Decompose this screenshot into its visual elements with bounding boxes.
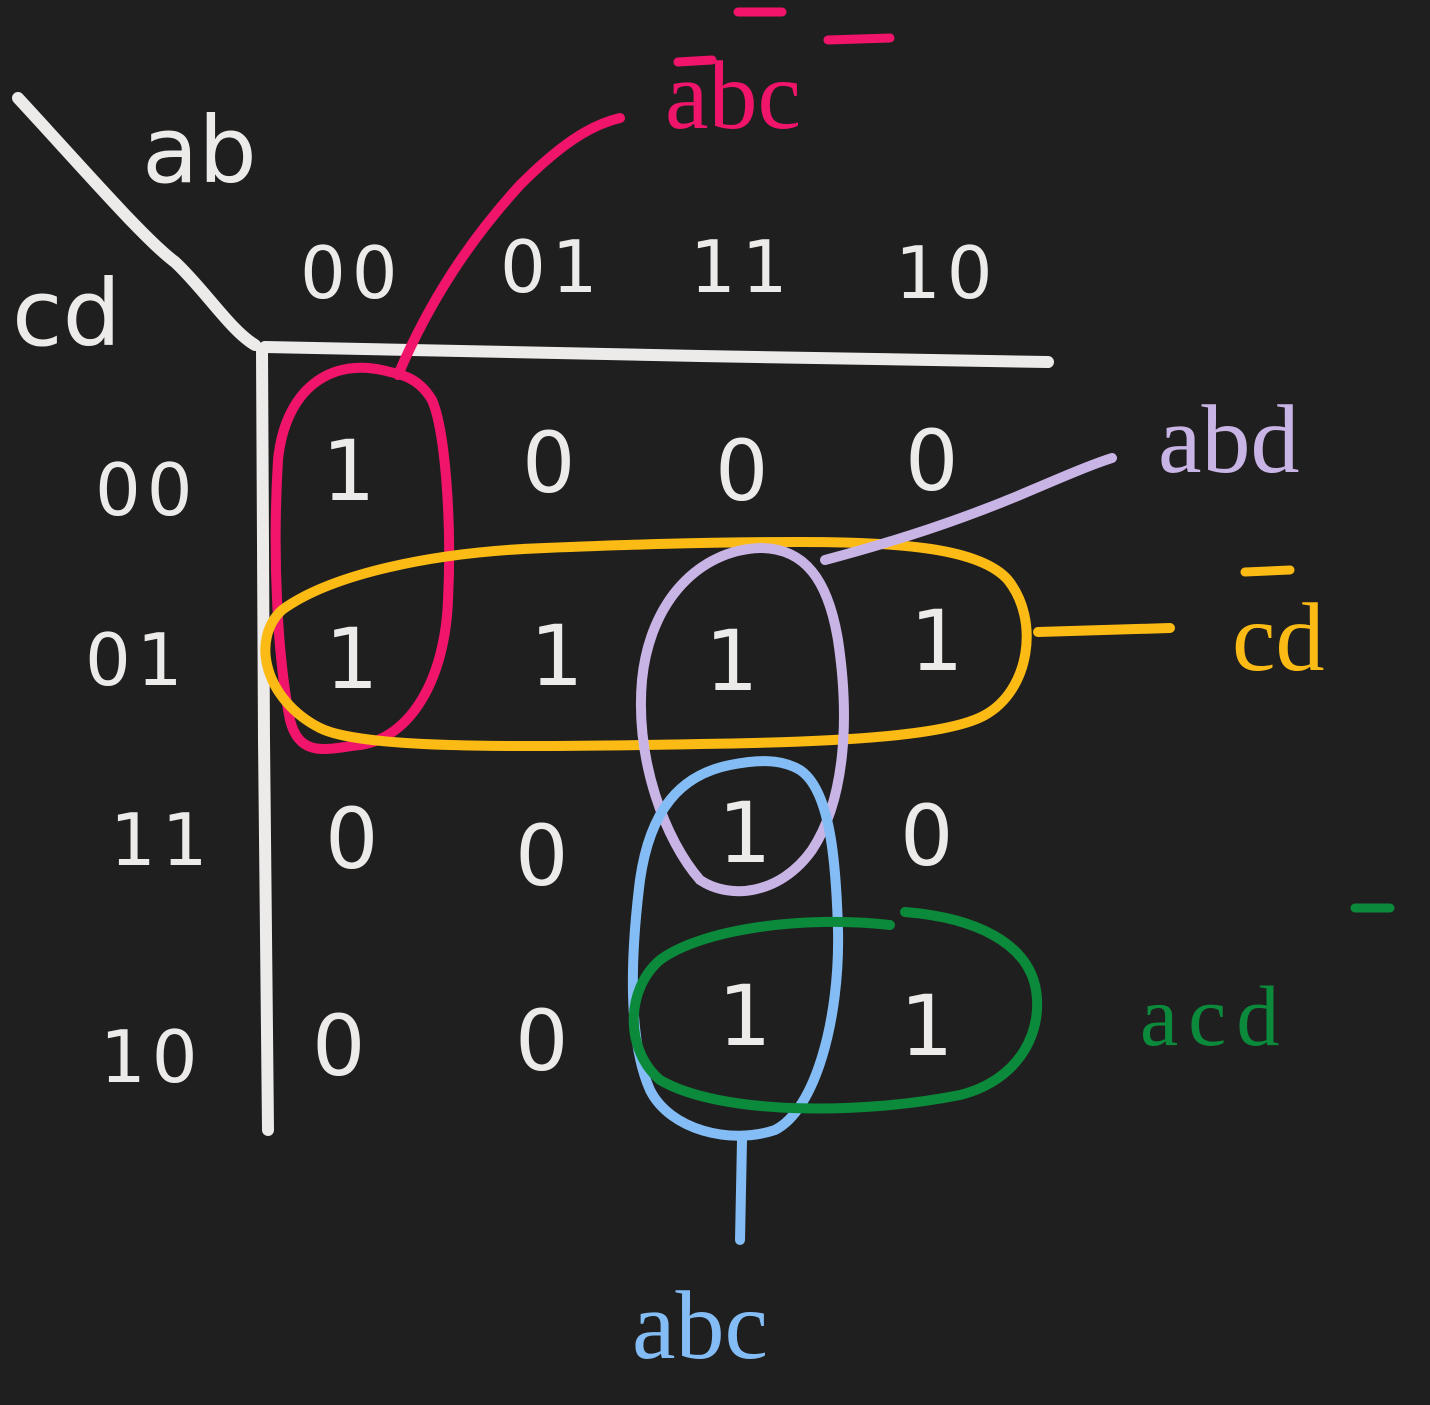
cell-value: 1 <box>322 422 376 520</box>
cell-value: 0 <box>522 414 576 512</box>
term-blue <box>632 1272 768 1380</box>
grid-left-line <box>262 350 268 1130</box>
cell-value: 1 <box>718 967 772 1065</box>
cell-value: 1 <box>900 977 954 1075</box>
cell-value: 0 <box>312 997 366 1095</box>
row-variables-label: cd <box>12 260 121 367</box>
cell-value: 0 <box>515 807 569 905</box>
cell-value: 1 <box>325 610 379 708</box>
row-header: 01 <box>85 618 189 702</box>
cell-value: 1 <box>718 784 772 882</box>
row-header: 00 <box>95 448 199 532</box>
grid-top-line <box>265 347 1048 362</box>
column-header: 01 <box>500 225 604 309</box>
term-purple <box>1158 386 1300 494</box>
column-headers <box>300 225 999 315</box>
group-purple-leader <box>825 458 1112 560</box>
term-red-bar-a <box>678 60 712 62</box>
row-header: 11 <box>110 798 214 882</box>
cell-value: 1 <box>705 612 759 710</box>
term-purple-label: abd <box>1158 386 1300 494</box>
group-blue-leader <box>740 1140 742 1240</box>
term-green <box>1140 908 1390 1064</box>
column-variables-label: ab <box>142 97 257 204</box>
term-blue-label: abc <box>632 1272 768 1380</box>
row-headers <box>85 448 214 1099</box>
term-orange-label: cd <box>1232 584 1325 692</box>
term-red-label: abc <box>665 42 801 150</box>
column-header: 10 <box>895 231 999 315</box>
column-header: 00 <box>300 231 404 315</box>
column-header: 11 <box>690 225 794 309</box>
cell-value: 0 <box>900 787 954 885</box>
cell-value: 0 <box>905 412 959 510</box>
group-orange-leader <box>1038 628 1170 632</box>
term-orange-bar-c <box>1245 570 1290 572</box>
row-header: 10 <box>100 1015 204 1099</box>
term-red-bar-c <box>828 38 890 40</box>
cell-value: 1 <box>910 592 964 690</box>
term-green-label: acd <box>1140 968 1290 1064</box>
cell-value: 1 <box>530 607 584 705</box>
cell-value: 0 <box>515 992 569 1090</box>
cell-value: 0 <box>325 790 379 888</box>
term-red <box>665 12 890 150</box>
term-orange <box>1232 570 1325 692</box>
cell-value: 0 <box>715 422 769 520</box>
